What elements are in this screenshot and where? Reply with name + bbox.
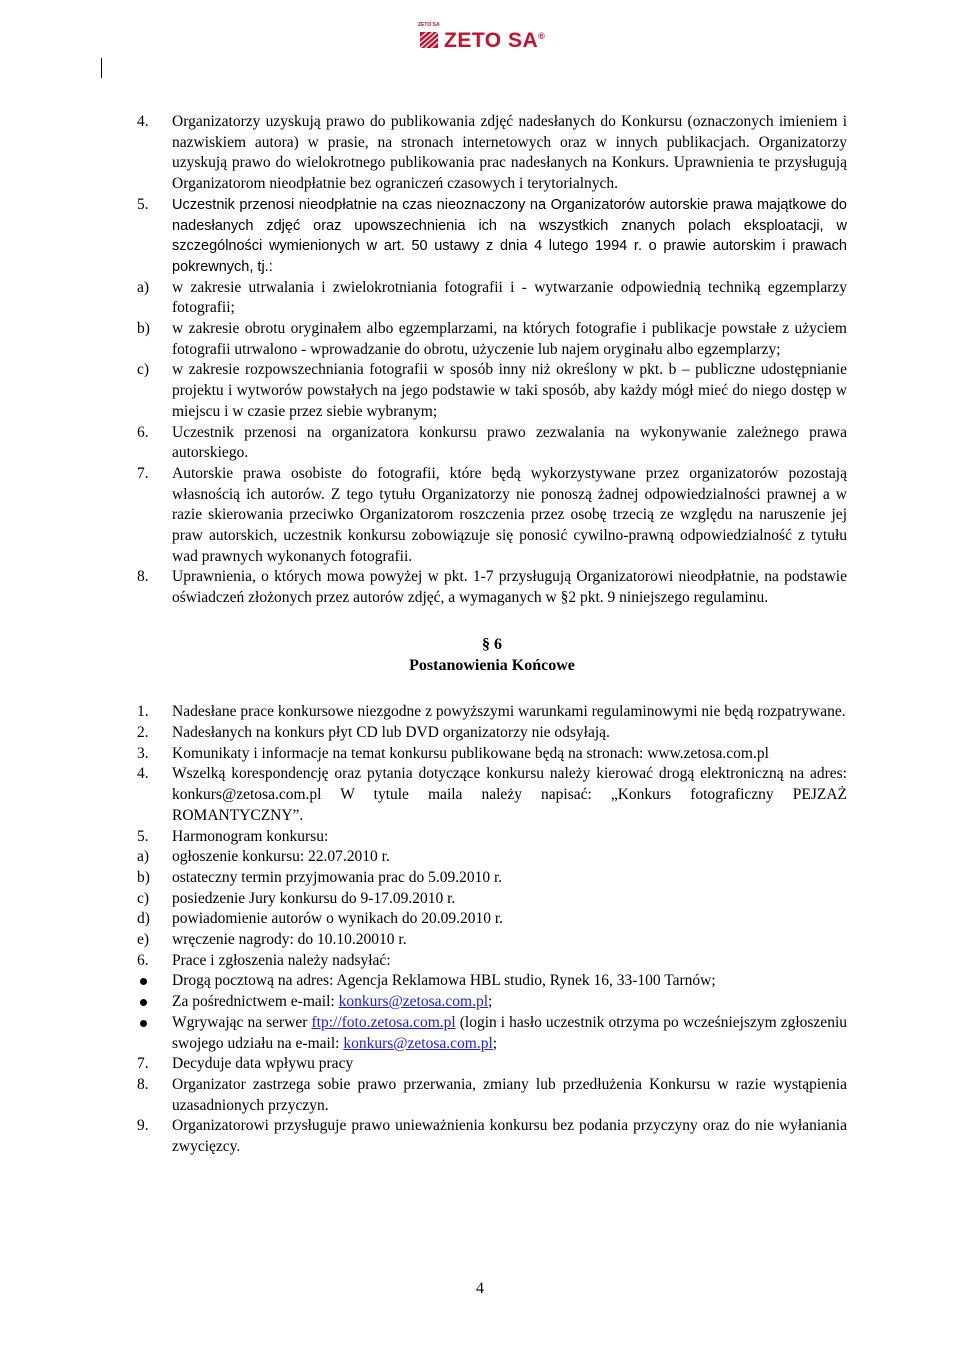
list-item: 6. Prace i zgłoszenia należy nadsyłać:	[137, 951, 391, 969]
list-item: c) w zakresie rozpowszechniania fotografii w sposób inny niż określony w pkt. b – publiczne udostępnianie projektu i wytworów powstałych na jego podstawie w taki sposób, aby każdy mógł mieć do niego dostęp w miejscu i w czasie przez siebie wybranym;	[137, 361, 847, 420]
bullet-item: Drogą pocztową na adres: Agencja Reklamowa HBL studio, Rynek 16, 33-100 Tarnów;	[137, 971, 847, 992]
list-item: b) w zakresie obrotu oryginałem albo egzemplarzami, na których fotografie i publikacje powstałe z użyciem fotografii utrwalono - wprowadzanie do obrotu, użyczenie lub najem oryginału albo egzemplarzy;	[137, 320, 847, 358]
bullet-icon	[137, 1013, 172, 1054]
list-item: a) ogłoszenie konkursu: 22.07.2010 r.	[137, 848, 390, 866]
list-item: d) powiadomienie autorów o wynikach do 20.09.2010 r.	[137, 910, 504, 928]
list-item: 6. Uczestnik przenosi na organizatora konkursu prawo zezwalania na wykonywanie zależnego prawa autorskiego.	[137, 423, 847, 462]
section-title: Postanowienia Końcowe	[409, 656, 575, 674]
list-item: a) w zakresie utrwalania i zwielokrotniania fotografii i - wytwarzanie odpowiednią techniką egzemplarzy fotografii;	[137, 278, 847, 317]
page-number: 4	[476, 1280, 484, 1297]
list-item: 1. Nadesłane prace konkursowe niezgodne z powyższymi warunkami regulaminowymi nie będą rozpatrywane.	[137, 703, 846, 721]
list-item: 4. Wszelką korespondencję oraz pytania dotyczące konkursu należy kierować drogą elektroniczną na adres: konkurs@zetosa.com.pl W tytule maila należy napisać: „Konkurs fotograficzny PEJZAŻ ROMANTYCZNY”.	[137, 765, 847, 824]
list-item: 4. Organizatorzy uzyskują prawo do publikowania zdjęć nadesłanych do Konkursu (oznaczonych imieniem i nazwiskiem autora) w prasie, na stronach internetowych oraz w innych publikacjach. Organizatorzy uzyskują prawo do wielokrotnego publikowania prac nadesłanych na Konkurs. Uprawnienia te przysługują Organizatorom nieodpłatnie bez ograniczeń czasowych i terytorialnych.	[137, 113, 847, 193]
list-item: 3. Komunikaty i informacje na temat konkursu publikowane będą na stronach: www.zetosa.com.pl	[137, 744, 769, 762]
zeto-logo-icon	[418, 26, 440, 50]
list-item: c) posiedzenie Jury konkursu do 9-17.09.2010 r.	[137, 889, 456, 907]
list-item: 7. Decyduje data wpływu pracy	[137, 1055, 354, 1073]
bullet-icon	[137, 971, 172, 992]
bullet-item: Za pośrednictwem e-mail: konkurs@zetosa.com.pl;	[137, 992, 847, 1013]
list-item: 8. Uprawnienia, o których mowa powyżej w pkt. 1-7 przysługują Organizatorowi nieodpłatnie, na podstawie oświadczeń złożonych przez autorów zdjęć, a wymaganych w §2 pkt. 9 niniejszego regulaminu.	[137, 568, 847, 607]
list-item: 5. Harmonogram konkursu:	[137, 827, 329, 845]
logo-text: ZETO SA®	[444, 29, 546, 52]
list-item: b) ostateczny termin przyjmowania prac do 5.09.2010 r.	[137, 868, 503, 886]
logo-small-text: ZETO SA	[418, 22, 440, 28]
bullet-icon	[137, 992, 172, 1013]
list-item: e) wręczenie nagrody: do 10.10.20010 r.	[137, 931, 407, 949]
zeto-logo	[418, 22, 548, 52]
bullet-item: Wgrywając na serwer ftp://foto.zetosa.com.pl (login i hasło uczestnik otrzyma po wcześniejszym zgłoszeniu swojego udziału na e-mail: konkurs@zetosa.com.pl;	[137, 1013, 847, 1054]
section-heading	[137, 635, 847, 676]
list-item: 5. Uczestnik przenosi nieodpłatnie na czas nieoznaczony na Organizatorów autorskie prawa majątkowe do nadesłanych zdjęć oraz upowszechnienia ich na wszystkich znanych polach eksploatacji, w szczególności wymienionych w art. 50 ustawy z dnia 4 lutego 1994 r. o prawie autorskim i prawach pokrewnych, tj.:	[137, 195, 847, 275]
text-cursor-mark	[101, 58, 102, 78]
document-body	[137, 112, 847, 1158]
ftp-link[interactable]: ftp://foto.zetosa.com.pl	[311, 1013, 456, 1031]
email-link[interactable]: konkurs@zetosa.com.pl	[338, 993, 489, 1011]
email-link[interactable]: konkurs@zetosa.com.pl	[343, 1034, 493, 1052]
section-symbol: § 6	[482, 635, 502, 653]
list-item: 9. Organizatorowi przysługuje prawo unieważnienia konkursu bez podania przyczyny oraz do nie wyłaniania zwycięzcy.	[137, 1117, 847, 1156]
list-item: 7. Autorskie prawa osobiste do fotografii, które będą wykorzystywane przez organizatorów pozostają własnością ich autorów. Z tego tytułu Organizatorzy nie ponoszą żadnej odpowiedzialności prawnej a w razie skierowania przeciwko Organizatorom roszczenia przez osobę trzecią ze względu na naruszenie jej praw autorskich, uczestnik konkursu zobowiązuje się ponosić cywilno-prawną odpowiedzialność z tytułu wad prawnych wykonanych fotografii.	[137, 464, 847, 565]
list-item: 8. Organizator zastrzega sobie prawo przerwania, zmiany lub przedłużenia Konkursu w razie wystąpienia uzasadnionych przyczyn.	[137, 1075, 847, 1114]
list-item: 2. Nadesłanych na konkurs płyt CD lub DVD organizatorzy nie odsyłają.	[137, 723, 610, 741]
